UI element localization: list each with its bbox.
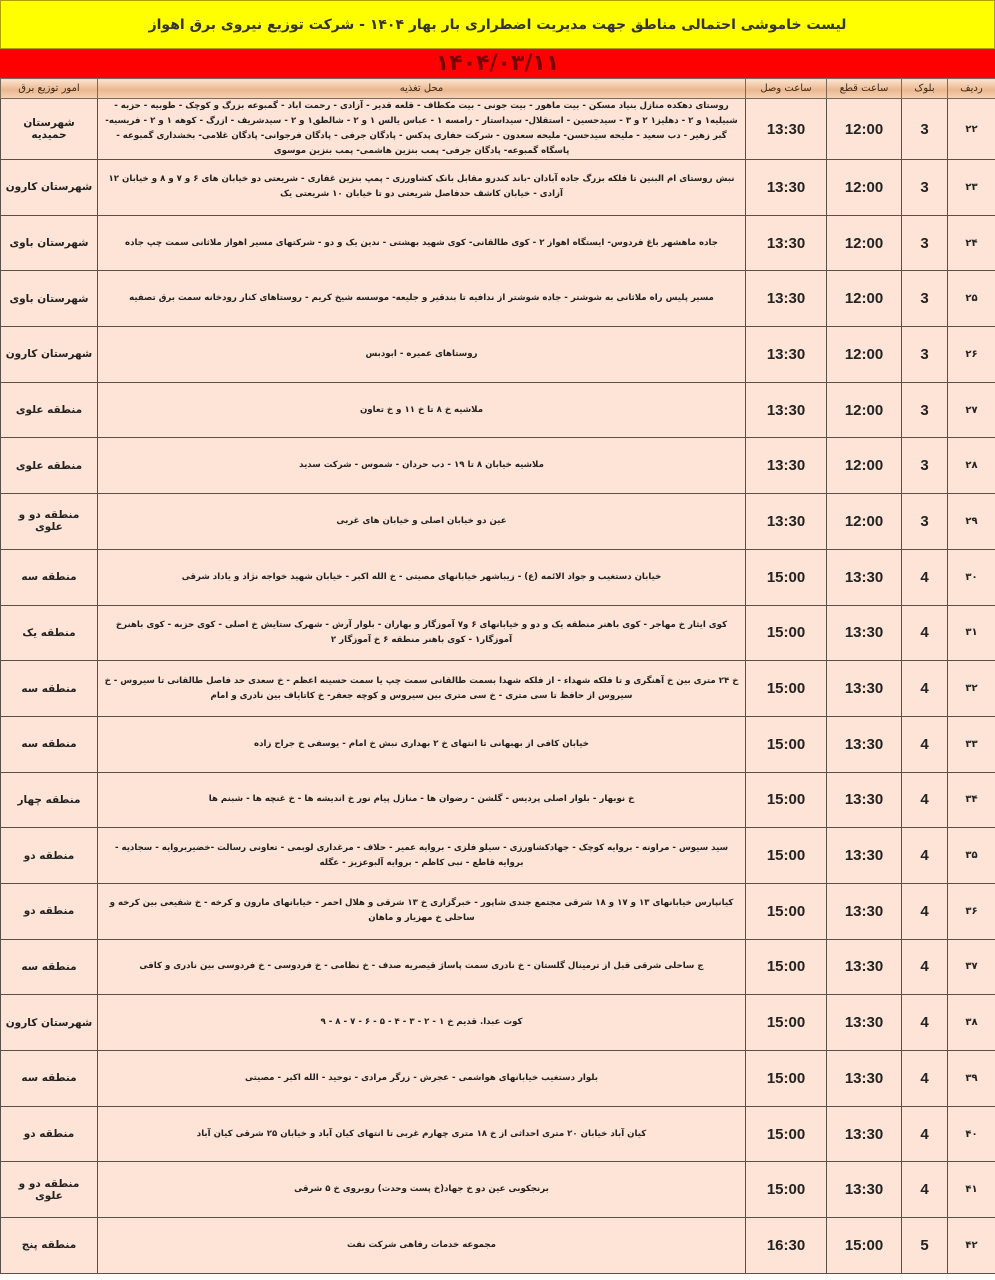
table-row bbox=[1, 772, 995, 828]
row-number-cell: ۴۱ bbox=[948, 1162, 995, 1218]
table-row bbox=[1, 99, 995, 160]
distribution-office-cell: منطقه علوی bbox=[1, 438, 98, 494]
row-number-cell: ۳۴ bbox=[948, 772, 995, 828]
table-row bbox=[1, 1051, 995, 1107]
date-banner: ۱۴۰۴/۰۳/۱۱ bbox=[0, 49, 995, 78]
row-number-cell: ۳۳ bbox=[948, 716, 995, 772]
cut-time-cell: 12:00 bbox=[827, 215, 902, 271]
feed-location-cell: کیان آباد خیابان ۲۰ متری احداثی از خ ۱۸ متری چهارم غربی تا انتهای کیان آباد و خیابان ۲۵ شرقی کیان آباد bbox=[98, 1106, 746, 1162]
distribution-office-cell: منطقه سه bbox=[1, 1051, 98, 1107]
header-feed-location: محل تغذیه bbox=[98, 79, 746, 99]
connect-time-cell: 15:00 bbox=[746, 549, 827, 605]
cut-time-cell: 13:30 bbox=[827, 772, 902, 828]
feed-location-cell: مجموعه خدمات رفاهی شرکت نفت bbox=[98, 1218, 746, 1274]
table-row bbox=[1, 271, 995, 327]
connect-time-cell: 15:00 bbox=[746, 995, 827, 1051]
row-number-cell: ۳۷ bbox=[948, 939, 995, 995]
block-cell: 3 bbox=[902, 382, 948, 438]
header-cut-time: ساعت قطع bbox=[827, 79, 902, 99]
distribution-office-cell: شهرستان کارون bbox=[1, 327, 98, 383]
table-row bbox=[1, 382, 995, 438]
feed-location-cell: بلوار دستغیب خیابانهای هواشمی - عجرش - زرگر مرادی - توحید - الله اکبر - مصیتی bbox=[98, 1051, 746, 1107]
page-title: لیست خاموشی احتمالی مناطق جهت مدیریت اضطراری بار بهار ۱۴۰۴ - شرکت توزیع نیروی برق اهواز bbox=[0, 0, 995, 49]
table-row bbox=[1, 215, 995, 271]
row-number-cell: ۳۶ bbox=[948, 883, 995, 939]
cut-time-cell: 15:00 bbox=[827, 1218, 902, 1274]
table-row bbox=[1, 995, 995, 1051]
table-row bbox=[1, 661, 995, 717]
block-cell: 3 bbox=[902, 215, 948, 271]
row-number-cell: ۲۲ bbox=[948, 99, 995, 160]
feed-location-cell: خیابان کافی از بهبهانی تا انتهای خ ۲ بهداری نبش خ امام - یوسفی خ جراح زاده bbox=[98, 716, 746, 772]
block-cell: 3 bbox=[902, 271, 948, 327]
distribution-office-cell: منطقه دو bbox=[1, 828, 98, 884]
table-row bbox=[1, 1106, 995, 1162]
distribution-office-cell: شهرستان حمیدیه bbox=[1, 99, 98, 160]
feed-location-cell: نبش روستای ام البنین تا فلکه بزرگ جاده آبادان -باند کندرو مقابل بانک کشاورزی - پمپ بنزین غفاری - شریعتی دو خیابان های ۶ و ۷ و ۸ و خیابان ۱۲ آزادی - خیابان کاشف حدفاصل شریعتی دو تا خیابان ۱۰ شریعتی یک bbox=[98, 160, 746, 216]
cut-time-cell: 13:30 bbox=[827, 605, 902, 661]
cut-time-cell: 13:30 bbox=[827, 939, 902, 995]
cut-time-cell: 12:00 bbox=[827, 271, 902, 327]
row-number-cell: ۳۲ bbox=[948, 661, 995, 717]
block-cell: 4 bbox=[902, 716, 948, 772]
connect-time-cell: 13:30 bbox=[746, 438, 827, 494]
cut-time-cell: 13:30 bbox=[827, 1106, 902, 1162]
row-number-cell: ۴۲ bbox=[948, 1218, 995, 1274]
connect-time-cell: 15:00 bbox=[746, 716, 827, 772]
distribution-office-cell: منطقه سه bbox=[1, 549, 98, 605]
distribution-office-cell: منطقه سه bbox=[1, 716, 98, 772]
row-number-cell: ۳۵ bbox=[948, 828, 995, 884]
distribution-office-cell: شهرستان کارون bbox=[1, 995, 98, 1051]
cut-time-cell: 13:30 bbox=[827, 1162, 902, 1218]
row-number-cell: ۴۰ bbox=[948, 1106, 995, 1162]
row-number-cell: ۲۷ bbox=[948, 382, 995, 438]
cut-time-cell: 13:30 bbox=[827, 995, 902, 1051]
row-number-cell: ۲۹ bbox=[948, 494, 995, 550]
block-cell: 4 bbox=[902, 939, 948, 995]
feed-location-cell: عین دو خیابان اصلی و خیابان های غربی bbox=[98, 494, 746, 550]
distribution-office-cell: منطقه سه bbox=[1, 939, 98, 995]
cut-time-cell: 13:30 bbox=[827, 828, 902, 884]
connect-time-cell: 15:00 bbox=[746, 772, 827, 828]
table-row bbox=[1, 883, 995, 939]
feed-location-cell: خیابان دستغیب و جواد الائمه (ع) - زیباشهر خیابانهای مصیتی - خ الله اکبر - خیابان شهید خواجه نژاد و یاداد شرقی bbox=[98, 549, 746, 605]
connect-time-cell: 15:00 bbox=[746, 605, 827, 661]
cut-time-cell: 13:30 bbox=[827, 1051, 902, 1107]
table-row bbox=[1, 494, 995, 550]
header-distribution-office: امور توزیع برق bbox=[1, 79, 98, 99]
table-row bbox=[1, 828, 995, 884]
distribution-office-cell: منطقه پنج bbox=[1, 1218, 98, 1274]
row-number-cell: ۲۶ bbox=[948, 327, 995, 383]
row-number-cell: ۲۸ bbox=[948, 438, 995, 494]
distribution-office-cell: منطقه علوی bbox=[1, 382, 98, 438]
distribution-office-cell: منطقه دو bbox=[1, 1106, 98, 1162]
table-row bbox=[1, 939, 995, 995]
connect-time-cell: 13:30 bbox=[746, 494, 827, 550]
row-number-cell: ۳۰ bbox=[948, 549, 995, 605]
block-cell: 3 bbox=[902, 99, 948, 160]
block-cell: 5 bbox=[902, 1218, 948, 1274]
feed-location-cell: ج ساحلی شرقی قبل از ترمینال گلستان - خ نادری سمت پاساژ قیصریه صدف - خ نظامی - خ فردوسی - خ فردوسی بین نادری و کافی bbox=[98, 939, 746, 995]
cut-time-cell: 12:00 bbox=[827, 494, 902, 550]
feed-location-cell: جاده ماهشهر باغ فردوس- ایستگاه اهواز ۲ - کوی طالقانی- کوی شهید بهشتی - ندین یک و دو - شرکتهای مسیر اهواز ملاثانی سمت چپ جاده bbox=[98, 215, 746, 271]
block-cell: 3 bbox=[902, 160, 948, 216]
connect-time-cell: 15:00 bbox=[746, 1162, 827, 1218]
connect-time-cell: 13:30 bbox=[746, 99, 827, 160]
distribution-office-cell: منطقه دو bbox=[1, 883, 98, 939]
cut-time-cell: 12:00 bbox=[827, 438, 902, 494]
cut-time-cell: 13:30 bbox=[827, 661, 902, 717]
cut-time-cell: 13:30 bbox=[827, 883, 902, 939]
connect-time-cell: 13:30 bbox=[746, 382, 827, 438]
block-cell: 3 bbox=[902, 327, 948, 383]
distribution-office-cell: منطقه چهار bbox=[1, 772, 98, 828]
table-row bbox=[1, 438, 995, 494]
header-block: بلوک bbox=[902, 79, 948, 99]
cut-time-cell: 13:30 bbox=[827, 549, 902, 605]
cut-time-cell: 12:00 bbox=[827, 327, 902, 383]
connect-time-cell: 15:00 bbox=[746, 1106, 827, 1162]
row-number-cell: ۳۱ bbox=[948, 605, 995, 661]
distribution-office-cell: منطقه دو و علوی bbox=[1, 494, 98, 550]
table-row bbox=[1, 160, 995, 216]
table-row bbox=[1, 327, 995, 383]
row-number-cell: ۳۹ bbox=[948, 1051, 995, 1107]
feed-location-cell: مسیر پلیس راه ملاثانی به شوشتر - جاده شوشتر از ندافیه تا بندقیر و جلیعه- موسسه شیخ کریم - روستاهای کنار رودخانه سمت برق تصفیه bbox=[98, 271, 746, 327]
block-cell: 4 bbox=[902, 1162, 948, 1218]
block-cell: 4 bbox=[902, 828, 948, 884]
cut-time-cell: 12:00 bbox=[827, 382, 902, 438]
table-row bbox=[1, 549, 995, 605]
distribution-office-cell: شهرستان باوی bbox=[1, 271, 98, 327]
cut-time-cell: 12:00 bbox=[827, 160, 902, 216]
feed-location-cell: برنجکوبی عین دو خ جهاد(خ پست وحدت) روبروی خ ۵ شرقی bbox=[98, 1162, 746, 1218]
table-header-row bbox=[1, 79, 995, 99]
feed-location-cell: کوی ایثار خ مهاجر - کوی باهنر منطقه یک و دو و خیابانهای ۶ و۷ آموزگار و بهاران - بلوار آرش - شهرک ستایش خ اصلی - کوی حزبه - کوی باهنرخ آموزگار۱ - کوی باهنر منطقه ۶ خ آموزگار ۲ bbox=[98, 605, 746, 661]
feed-location-cell: کیانپارس خیابانهای ۱۳ و ۱۷ و ۱۸ شرقی مجتمع جندی شاپور - خبرگزاری خ ۱۳ شرقی و هلال احمر - خیابانهای مارون و کرخه - خ شفیعی بین کرخه و ساحلی خ مهزیار و ماهان bbox=[98, 883, 746, 939]
block-cell: 4 bbox=[902, 1051, 948, 1107]
distribution-office-cell: شهرستان کارون bbox=[1, 160, 98, 216]
connect-time-cell: 15:00 bbox=[746, 1051, 827, 1107]
cut-time-cell: 13:30 bbox=[827, 716, 902, 772]
header-connect-time: ساعت وصل bbox=[746, 79, 827, 99]
cut-time-cell: 12:00 bbox=[827, 99, 902, 160]
connect-time-cell: 13:30 bbox=[746, 160, 827, 216]
connect-time-cell: 13:30 bbox=[746, 215, 827, 271]
block-cell: 4 bbox=[902, 1106, 948, 1162]
block-cell: 4 bbox=[902, 661, 948, 717]
connect-time-cell: 13:30 bbox=[746, 271, 827, 327]
header-row-number: ردیف bbox=[948, 79, 995, 99]
table-row bbox=[1, 1162, 995, 1218]
distribution-office-cell: منطقه سه bbox=[1, 661, 98, 717]
feed-location-cell: سید سیوس - مراونه - بروایه کوچک - جهادکشاورزی - سیلو فلزی - بروایه عمیر - حلاف - مرغداری لوبمی - تعاونی رسالت -خضیربروایه - سجادیه - بروایه قاطع - نبی کاظم - بروایه آلبوعزیز - عگله bbox=[98, 828, 746, 884]
connect-time-cell: 15:00 bbox=[746, 661, 827, 717]
row-number-cell: ۲۳ bbox=[948, 160, 995, 216]
distribution-office-cell: منطقه یک bbox=[1, 605, 98, 661]
row-number-cell: ۲۴ bbox=[948, 215, 995, 271]
block-cell: 3 bbox=[902, 438, 948, 494]
connect-time-cell: 15:00 bbox=[746, 828, 827, 884]
connect-time-cell: 16:30 bbox=[746, 1218, 827, 1274]
connect-time-cell: 13:30 bbox=[746, 327, 827, 383]
feed-location-cell: ملاشیه خیابان ۸ تا ۱۹ - دب حردان - شموس - شرکت سدید bbox=[98, 438, 746, 494]
distribution-office-cell: منطقه دو و علوی bbox=[1, 1162, 98, 1218]
row-number-cell: ۲۵ bbox=[948, 271, 995, 327]
outage-schedule-table bbox=[0, 78, 995, 1274]
feed-location-cell: خ ۲۴ متری بین خ آهنگری و تا فلکه شهداء - از فلکه شهدا بسمت طالقانی سمت چپ یا سمت حسینه اعظم - خ سعدی حد فاصل طالقانی تا سیروس - خ سیروس از حافظ تا سی متری - خ سی متری بین سیروس و کوچه جعفر- خ کاتایاف بین نادری و امام bbox=[98, 661, 746, 717]
feed-location-cell: کوت عبدا. قدیم خ ۱ - ۲ - ۳ - ۴ - ۵ - ۶ - ۷ - ۸ - ۹ bbox=[98, 995, 746, 1051]
feed-location-cell: ملاشیه خ ۸ تا خ ۱۱ و خ تعاون bbox=[98, 382, 746, 438]
block-cell: 4 bbox=[902, 772, 948, 828]
connect-time-cell: 15:00 bbox=[746, 883, 827, 939]
block-cell: 4 bbox=[902, 605, 948, 661]
row-number-cell: ۳۸ bbox=[948, 995, 995, 1051]
feed-location-cell: روستاهای عمیره - ابودبس bbox=[98, 327, 746, 383]
table-row bbox=[1, 716, 995, 772]
table-row bbox=[1, 605, 995, 661]
block-cell: 4 bbox=[902, 549, 948, 605]
block-cell: 3 bbox=[902, 494, 948, 550]
block-cell: 4 bbox=[902, 883, 948, 939]
distribution-office-cell: شهرستان باوی bbox=[1, 215, 98, 271]
table-row bbox=[1, 1218, 995, 1274]
feed-location-cell: روستای دهکده منازل بنیاد مسکن - بیت ماهور - بیت جونی - بیت مکطاف - قلعه قدیر - آزادی - رحمت اباد - گمبوعه بزرگ و کوچک - طوبیه - حزبه - شبیلیه۱ و ۲ - دهلیز۱ ۲ و ۳ - سیدحسین - استقلال- سیداستار - رامسه ۱ - عباس یالس ۱ و ۲ - شالطق۱ و ۲ - سیدشریف - ازرگ - کوهه ۱ و ۲ - فریسیه-گبر زهیر - دب سعید - ملیحه سیدحسن- ملیحه سعدون - شرکت حفاری پدکس - پادگان جرفی - پادگان فرجوانی- پادگان غلامی- بخشداری گمبوعه - پاسگاه گمبوعه- پادگان جرفی- پمب بنزین هاشمی- پمب بنزین موسوی bbox=[98, 99, 746, 160]
feed-location-cell: خ نوبهار - بلوار اصلی پردیس - گلشن - رضوان ها - منازل پیام نور خ اندیشه ها - خ غنچه ها - شبنم ها bbox=[98, 772, 746, 828]
block-cell: 4 bbox=[902, 995, 948, 1051]
connect-time-cell: 15:00 bbox=[746, 939, 827, 995]
